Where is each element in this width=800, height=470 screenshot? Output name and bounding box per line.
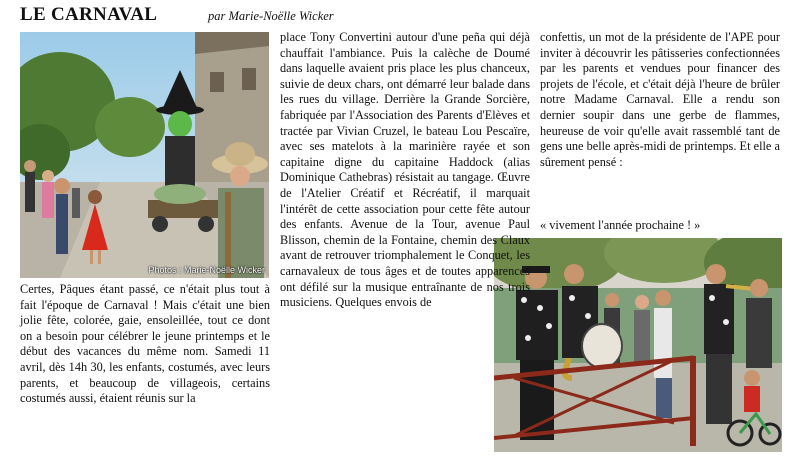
article-column-3: confettis, un mot de la présidente de l'APE pour inviter à découvrir les pâtisseries confectionnées par les parents et vendues pour financer des projets de l'école, et c'était déjà l'heure de brûler notre Madame Carnaval. Elle a rendu son dernier soupir dans une gerbe de flammes, heureuse de voir qu'elle avait rassemblé tant de gens une belle après-midi de printemps. Et elle a sûrement pensé : [540,30,780,169]
photo-carnival-float-image [20,32,269,278]
article-byline: par Marie-Noëlle Wicker [208,9,334,23]
article-column-2: place Tony Convertini autour d'une peña qui déjà chauffait l'ambiance. Puis la calèche de Doumé dans laquelle avaient pris place les plus chanceux, suivie de deux chars, ont démarré leur balade dans les rues du village. Derrière la Grande Sorcière, fabriquée par l'Association des Parents d'Elèves et tractée par Vivian Cruzel, le bateau Lou Pescaïre, avec ses matelots à la marinière rayée et son capitaine digne du capitaine Haddock (alias Dominique Cathebras) résistait au tangage. Œuvre de l'Atelier Créatif et Récréatif, il marquait l'intérêt de cette association pour cette fête autour des enfants. Avenue de la Tour, avenue Paul Blisson, chemin de la Fontaine, chemin des Claux avant de retrouver triomphalement le Conquet, les carnavaleux de tous âges et de toutes apparences ont défilé sur la musique entraînante de nos trois musiciens. Quelques envois de [280,30,530,310]
photo-carnival-float [20,32,269,278]
photo-musicians-image [494,238,782,452]
photo-credit: Photos : Marie-Noëlle Wicker [148,265,265,275]
article-title: LE CARNAVAL [20,4,158,25]
article-closing-quote: « vivement l'année prochaine ! » [540,218,701,232]
photo-musicians [494,238,782,452]
article-column-1: Certes, Pâques étant passé, ce n'était plus tout à fait l'époque de Carnaval ! Mais c'était une bien jolie fête, colorée, gaie, ensoleillée, tout ce dont on a besoin pour célébrer le jeune printemps et le début des vacances du même nom. Samedi 11 avril, dès 14h 30, les enfants, costumés, avec leurs parents, et beaucoup de villageois, certains costumés aussi, étaient réunis sur la [20,282,270,406]
